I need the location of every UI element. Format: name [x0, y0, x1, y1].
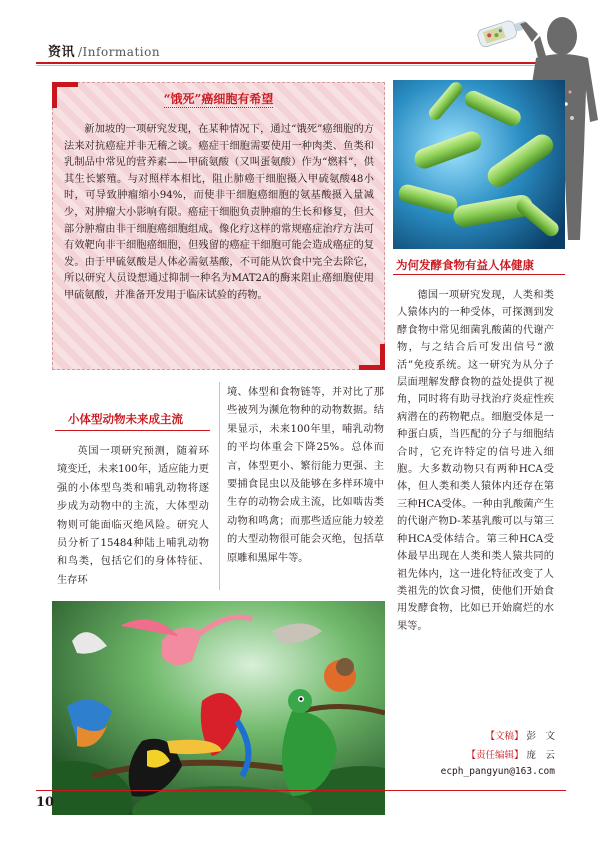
section-title-en: /Information: [78, 45, 161, 59]
section-title-zh: 资讯: [48, 45, 76, 60]
box-corner-accent: [380, 344, 385, 370]
editor-email: ecph_pangyun@163.com: [440, 766, 555, 777]
page-number: 10: [36, 795, 55, 810]
article-body-starve-cancer: 新加坡的一项研究发现，在某种情况下，通过“饿死”癌细胞的方法来对抗癌症并非无稽之谈。癌症干细胞需要使用一种肉类、鱼类和乳制品中常见的营养素——甲硫氨酸（又叫蛋氨酸）作为“燃料”，供其生长繁殖。与对照样本相比，阻止肺癌干细胞摄入甲硫氨酸48小时，可导致肿瘤缩小94%，而使非干细胞癌细胞的氨基酸摄入量减少，对肿瘤大小影响有限。癌症干细胞负责肿瘤的生长和修复，但大部分肿瘤由非干细胞癌细胞组成。像化疗这样的常规癌症治疗方法可有效靶向非干细胞癌细胞，但残留的癌症干细胞可能会造成癌症的复发。由于甲硫氨酸是人体必需氨基酸，不可能从饮食中完全去除它，所以研究人员设想通过抑制一种名为MAT2A的酶来阻止癌细胞使用甲硫氨酸，并准备开发用于临床试验的药物。: [64, 124, 374, 301]
credit-editor: 【责任编辑】 庞 云: [466, 750, 555, 761]
column-divider: [219, 382, 220, 590]
article-title-small-animals: 小体型动物未来成主流: [68, 412, 183, 426]
article-title-fermented-food: 为何发酵食物有益人体健康: [396, 258, 534, 272]
credits: [430, 727, 555, 765]
section-header: [48, 41, 160, 60]
bacteria-illustration-image: [393, 80, 565, 249]
article-title-starve-cancer: “饿死”癌细胞有希望: [163, 92, 274, 106]
article-body-fermented-food: 德国一项研究发现，人类和类人猿体内的一种受体，可探测到发酵食物中常见细菌乳酸菌的代谢产物，与之结合后可发出信号“激活”免疫系统。这一研究为从分子层面理解发酵食物的益处提供了视角，同时将有助寻找治疗炎症性疾病潜在的药物靶点。细胞受体是一种蛋白质，当匹配的分子与细胞结合时，它充许特定的信号进入细胞。大多数动物只有两种HCA受体，但人类和类人猿体内还存在第三种HCA受体。一种由乳酸菌产生的代谢产物D-苯基乳酸可以与第三种HCA受体结合。第三种HCA受体最早出现在人类和类人猿共同的祖先体内，这一进化特征改变了人类祖先的饮食习惯，使他们开始食用发酵食物，比如已开始腐烂的水果等。: [397, 290, 554, 632]
article-body-small-animals-part2: 境、体型和食物链等，并对比了那些被列为濒危物种的动物数据。结果显示，未来100年里，哺乳动物的平均体重会下降25%。总体而言，体型更小、繁衍能力更强、主要捕食昆虫以及能够在多样环境中生存的动物会成主流，比如啮齿类动物和鸣禽；而那些适应能力较差的大型动物很可能会灭绝，包括草原雕和黑犀牛等。: [227, 387, 384, 564]
title-underline: [393, 274, 565, 275]
title-underline: [55, 430, 210, 431]
birds-illustration-image: [52, 601, 385, 815]
footer-rule: [36, 790, 566, 791]
credit-writer: 【文稿】 彭 文: [485, 731, 555, 742]
article-body-small-animals-part1: 英国一项研究预测，随着环境变迁，未来100年，适应能力更强的小体型鸟类和哺乳动物将逐步成为动物中的主流，大体型动物则可能面临灭绝风险。研究人员分析了15484种陆上哺乳动物和鸟类，包括它们的身体特征、生存环: [57, 446, 209, 586]
